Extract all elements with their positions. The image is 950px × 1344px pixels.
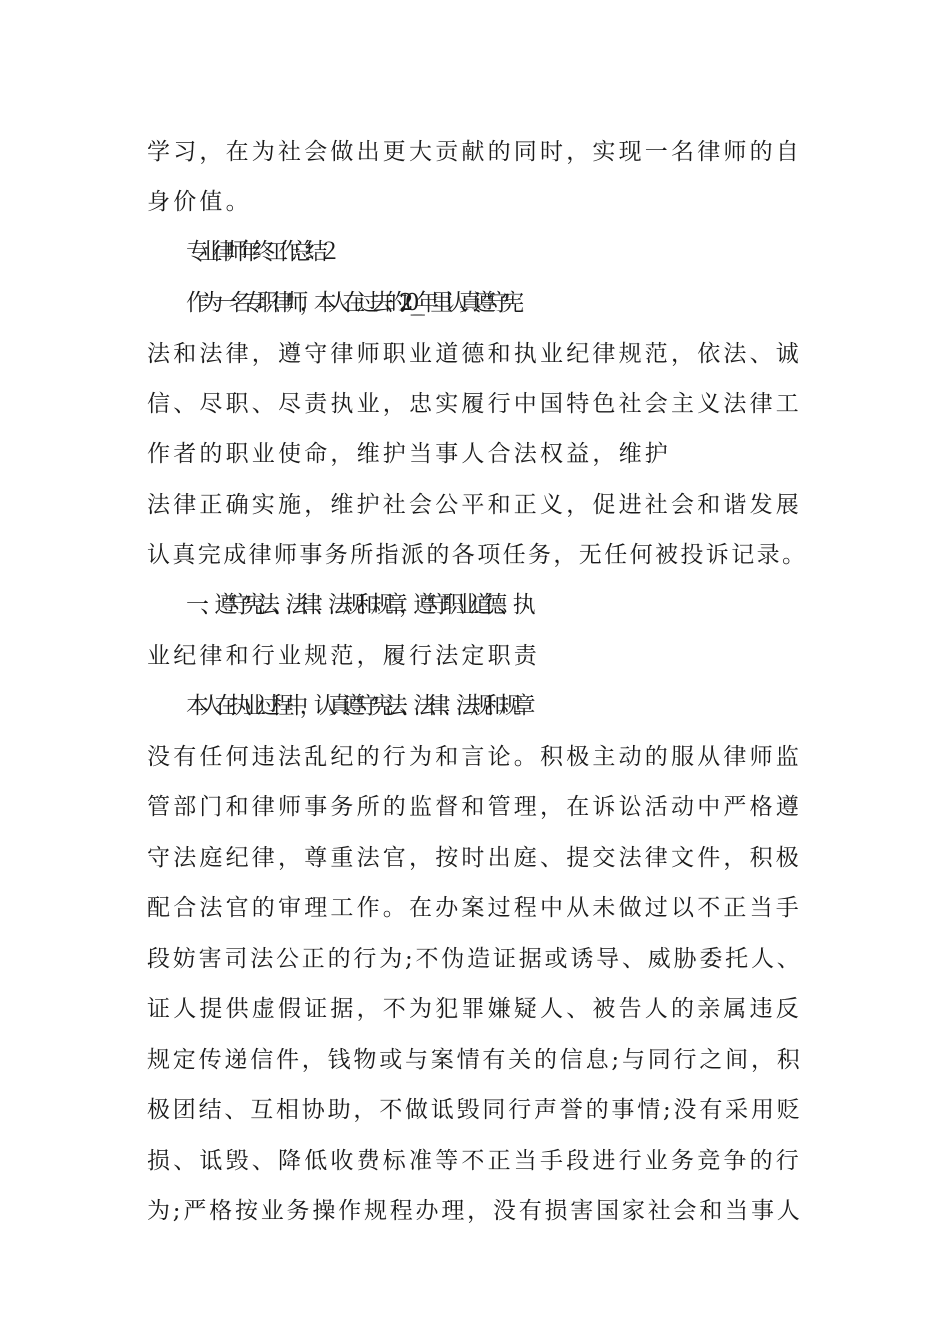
paragraph-line: 段妨害司法公正的行为;不伪造证据或诱导、威胁委托人、 bbox=[147, 946, 803, 972]
paragraph-line: 身价值。 bbox=[147, 189, 252, 215]
paragraph-line: 证人提供虚假证据，不为犯罪嫌疑人、被告人的亲属违反 bbox=[147, 996, 802, 1022]
section-heading: 一、遵守宪法、法律、法规和规章，遵守职业道德、执 bbox=[186, 592, 527, 618]
paragraph-line: 法律正确实施，维护社会公平和正义，促进社会和谐发展 bbox=[147, 492, 802, 518]
paragraph-line: 没有任何违法乱纪的行为和言论。积极主动的服从律师监 bbox=[147, 744, 802, 770]
section-heading: 业纪律和行业规范，履行法定职责 bbox=[147, 643, 540, 669]
paragraph-line: 守法庭纪律，尊重法官，按时出庭、提交法律文件，积极 bbox=[147, 845, 802, 871]
paragraph-line: 本人在执业过程中，认真遵守宪法、法律、法规和规章 bbox=[186, 693, 527, 719]
paragraph-line: 规定传递信件，钱物或与案情有关的信息;与同行之间，积 bbox=[147, 1047, 803, 1073]
paragraph-line: 极团结、互相协助，不做诋毁同行声誉的事情;没有采用贬 bbox=[147, 1097, 803, 1123]
paragraph-line: 作者的职业使命，维护当事人合法权益，维护 bbox=[147, 441, 671, 467]
paragraph-line: 管部门和律师事务所的监督和管理，在诉讼活动中严格遵 bbox=[147, 794, 802, 820]
paragraph-line: 为;严格按业务操作规程办理，没有损害国家社会和当事人 bbox=[147, 1198, 803, 1224]
paragraph-line: 损、诋毁、降低收费标准等不正当手段进行业务竞争的行 bbox=[147, 1148, 802, 1174]
paragraph-line: 学习，在为社会做出更大贡献的同时，实现一名律师的自 bbox=[147, 139, 802, 165]
section-title: 专业律师年终工作总结２ bbox=[186, 239, 332, 265]
paragraph-line: 配合法官的审理工作。在办案过程中从未做过以不正当手 bbox=[147, 895, 802, 921]
paragraph-line: 法和法律，遵守律师职业道德和执业纪律规范，依法、诚 bbox=[147, 341, 802, 367]
paragraph-line: 作为一名专职律师，本人在过去的20__年里认真遵守宪 bbox=[186, 290, 516, 316]
paragraph-line: 信、尽职、尽责执业，忠实履行中国特色社会主义法律工 bbox=[147, 391, 802, 417]
paragraph-line: 认真完成律师事务所指派的各项任务，无任何被投诉记录。 bbox=[147, 542, 808, 568]
